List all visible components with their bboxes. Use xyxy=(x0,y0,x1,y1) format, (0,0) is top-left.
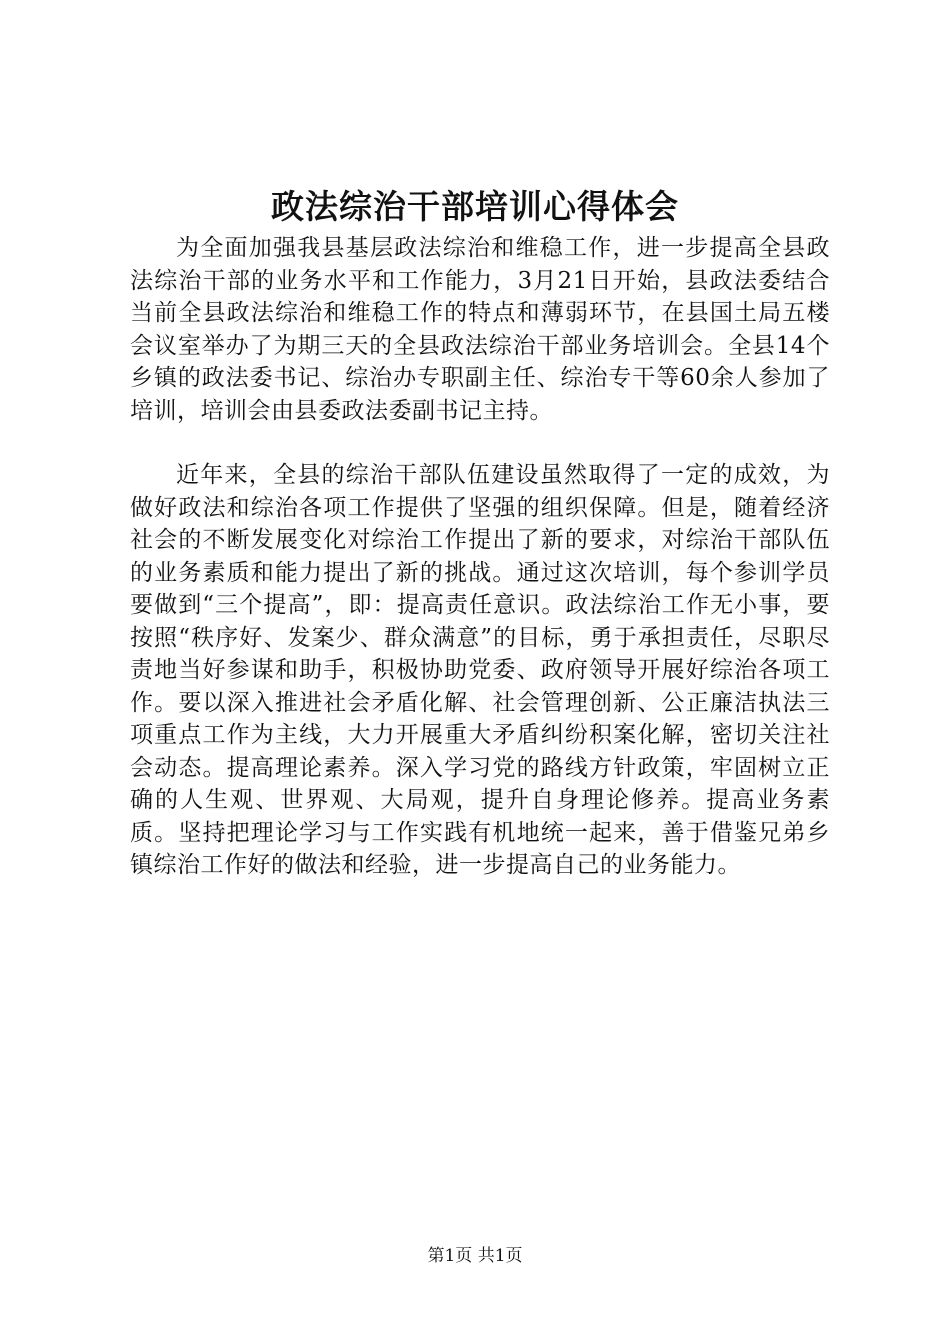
document-body xyxy=(130,232,830,882)
paragraph-main: 近年来，全县的综治干部队伍建设虽然取得了一定的成效，为做好政法和综治各项工作提供了坚强的组织保障。但是，随着经济社会的不断发展变化对综治工作提出了新的要求，对综治干部队伍的业务素质和能力提出了新的挑战。通过这次培训，每个参训学员要做到“三个提高”，即：提高责任意识。政法综治工作无小事，要按照“秩序好、发案少、群众满意”的目标，勇于承担责任，尽职尽责地当好参谋和助手，积极协助党委、政府领导开展好综治各项工作。要以深入推进社会矛盾化解、社会管理创新、公正廉洁执法三项重点工作为主线，大力开展重大矛盾纠纷积案化解，密切关注社会动态。提高理论素养。深入学习党的路线方针政策，牢固树立正确的人生观、世界观、大局观，提升自身理论修养。提高业务素质。坚持把理论学习与工作实践有机地统一起来，善于借鉴兄弟乡镇综治工作好的做法和经验，进一步提高自己的业务能力。 xyxy=(130,462,830,878)
document-title: 政法综治干部培训心得体会 xyxy=(271,187,679,226)
paragraph-intro: 为全面加强我县基层政法综治和维稳工作，进一步提高全县政法综治干部的业务水平和工作能力，3月21日开始，县政法委结合当前全县政法综治和维稳工作的特点和薄弱环节，在县国土局五楼会议室举办了为期三天的全县政法综治干部业务培训会。全县14个乡镇的政法委书记、综治办专职副主任、综治专干等60余人参加了培训，培训会由县委政法委副书记主持。 xyxy=(130,235,830,424)
page-number-footer: 第1页 共1页 xyxy=(427,1246,523,1266)
